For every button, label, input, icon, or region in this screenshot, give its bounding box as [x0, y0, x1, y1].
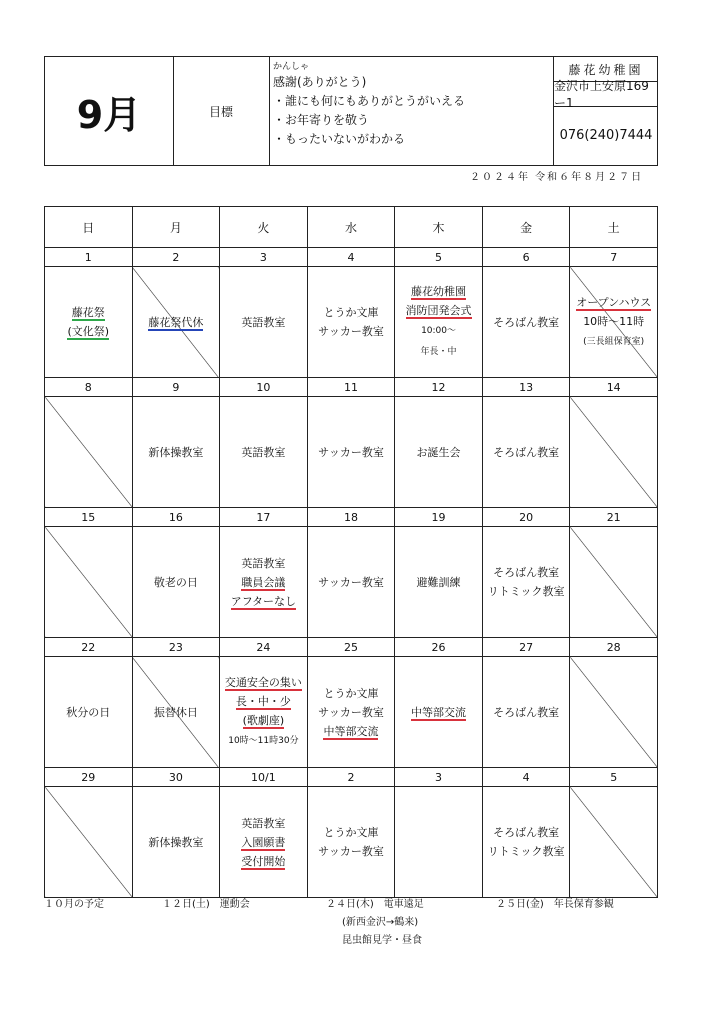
weekday-header: 木: [395, 207, 483, 248]
day-cell: [220, 397, 308, 508]
goal-line: ・お年寄りを敬う: [273, 113, 370, 127]
day-cell: [132, 397, 220, 508]
date-number: 2: [132, 248, 220, 267]
goal-label: 目標: [173, 57, 270, 165]
event-text: とうか文庫: [323, 686, 379, 700]
school-name: 藤花幼稚園: [554, 57, 658, 82]
event-text: 中等部交流: [411, 705, 467, 719]
events-row: [45, 657, 658, 768]
weekday-header: 金: [482, 207, 570, 248]
day-cell: [220, 787, 308, 898]
day-cell: [45, 787, 133, 898]
event-text: 新体操教室: [148, 835, 204, 849]
date-number: 5: [395, 248, 483, 267]
event-text: そろばん教室: [493, 566, 560, 579]
day-cell: [482, 527, 570, 638]
weekday-header: 火: [220, 207, 308, 248]
date-row: [45, 248, 658, 267]
date-number: 1: [45, 248, 133, 267]
date-number: 10: [220, 378, 308, 397]
date-number: 14: [570, 378, 658, 397]
day-cell: [45, 657, 133, 768]
footer-event-detail: 昆虫館見学・昼食: [342, 935, 422, 946]
event-text: 藤花祭代休: [148, 315, 204, 329]
day-cell: [307, 267, 395, 378]
weekday-header: 日: [45, 207, 133, 248]
date-row: [45, 508, 658, 527]
event-text: そろばん教室: [493, 445, 560, 459]
event-text: 交通安全の集い: [224, 676, 302, 689]
event-text: 消防団発会式: [405, 304, 472, 317]
event-text: リトミック教室: [487, 585, 565, 598]
date-number: 13: [482, 378, 570, 397]
date-number: 4: [482, 768, 570, 787]
goal-line: ・もったいないがわかる: [273, 132, 406, 146]
goal-line: 感謝(ありがとう): [273, 75, 367, 89]
day-cell: [45, 267, 133, 378]
day-cell: [395, 657, 483, 768]
date-number: 18: [307, 508, 395, 527]
footer-event-detail: (新西金沢→鶴来): [342, 917, 419, 928]
event-text: 職員会議: [241, 575, 286, 589]
day-cell: [570, 657, 658, 768]
date-number: 3: [395, 768, 483, 787]
date-number: 16: [132, 508, 220, 527]
day-cell: [570, 787, 658, 898]
weekday-header: 土: [570, 207, 658, 248]
footer-event: ２４日(木) 電車遠足: [326, 899, 424, 910]
event-text: とうか文庫: [323, 826, 379, 839]
event-text: 長・中・少: [235, 695, 291, 708]
weekday-header: 月: [132, 207, 220, 248]
day-cell: [482, 657, 570, 768]
date-number: 7: [570, 248, 658, 267]
day-cell: [45, 527, 133, 638]
events-row: [45, 527, 658, 638]
date-number: 19: [395, 508, 483, 527]
date-number: 25: [307, 638, 395, 657]
date-number: 5: [570, 768, 658, 787]
event-text: 避難訓練: [416, 575, 461, 589]
day-cell: [395, 527, 483, 638]
date-number: 12: [395, 378, 483, 397]
day-cell: [307, 527, 395, 638]
school-phone: 076(240)7444: [559, 127, 653, 143]
date-number: 20: [482, 508, 570, 527]
event-text: リトミック教室: [487, 845, 565, 858]
calendar-table: [44, 206, 658, 898]
day-cell: [307, 657, 395, 768]
day-cell: [132, 657, 220, 768]
day-cell: [570, 267, 658, 378]
goal-ruby: かんしゃ: [273, 62, 310, 72]
day-cell: [132, 787, 220, 898]
day-cell: [570, 527, 658, 638]
footer-label: １０月の予定: [44, 899, 104, 910]
day-cell: [45, 397, 133, 508]
footer-event: ２５日(金) 年長保育参観: [496, 899, 614, 910]
date-number: 29: [45, 768, 133, 787]
event-text: (三長組保育室): [583, 336, 645, 347]
month-title: 9月: [45, 57, 174, 165]
day-cell: [220, 657, 308, 768]
day-cell: [307, 397, 395, 508]
event-text: とうか文庫: [323, 306, 379, 319]
weekday-row: [45, 207, 658, 248]
date-number: 26: [395, 638, 483, 657]
event-text: アフターなし: [230, 594, 297, 608]
event-text: 秋分の日: [66, 705, 111, 719]
header-box: [44, 56, 658, 166]
date-number: 3: [220, 248, 308, 267]
event-text: そろばん教室: [493, 315, 560, 329]
school-info: [553, 57, 658, 165]
date-number: 28: [570, 638, 658, 657]
date-row: [45, 768, 658, 787]
day-cell: [220, 527, 308, 638]
events-row: [45, 787, 658, 898]
day-cell: [395, 397, 483, 508]
event-text: 敬老の日: [153, 575, 198, 589]
date-number: 22: [45, 638, 133, 657]
event-text: 藤花祭: [71, 306, 105, 319]
day-cell: [220, 267, 308, 378]
events-row: [45, 397, 658, 508]
event-text: 10:00～: [421, 326, 456, 336]
date-number: 8: [45, 378, 133, 397]
event-text: 受付開始: [241, 854, 286, 868]
date-number: 17: [220, 508, 308, 527]
date-number: 11: [307, 378, 395, 397]
event-text: 入園願書: [241, 835, 286, 849]
date-number: 4: [307, 248, 395, 267]
date-row: [45, 638, 658, 657]
event-text: サッカー教室: [318, 575, 384, 589]
event-text: 10時～11時30分: [228, 736, 299, 746]
date-number: 6: [482, 248, 570, 267]
date-number: 27: [482, 638, 570, 657]
event-text: サッカー教室: [318, 325, 384, 338]
issue-date: ２０２４年 令和６年８月２７日: [470, 172, 644, 183]
school-address: 金沢市上安原169ー1: [554, 82, 658, 107]
event-text: (文化祭): [67, 325, 110, 338]
date-number: 21: [570, 508, 658, 527]
event-text: そろばん教室: [493, 705, 560, 719]
event-text: 藤花幼稚園: [411, 285, 467, 298]
event-text: オープンハウス: [576, 295, 652, 309]
date-number: 9: [132, 378, 220, 397]
date-number: 30: [132, 768, 220, 787]
goal-line: ・誰にも何にもありがとうがいえる: [273, 94, 466, 108]
event-text: 英語教室: [241, 315, 286, 329]
event-text: 英語教室: [241, 556, 286, 570]
event-text: サッカー教室: [318, 445, 384, 459]
day-cell: [482, 267, 570, 378]
day-cell: [395, 267, 483, 378]
date-row: [45, 378, 658, 397]
event-text: サッカー教室: [318, 845, 384, 858]
event-text: 10時～11時: [583, 314, 645, 328]
event-text: 英語教室: [241, 445, 286, 459]
event-text: 新体操教室: [148, 445, 204, 459]
date-number: 15: [45, 508, 133, 527]
event-text: 英語教室: [241, 816, 286, 830]
event-text: お誕生会: [416, 445, 461, 459]
date-number: 23: [132, 638, 220, 657]
event-text: そろばん教室: [493, 826, 560, 839]
day-cell: [307, 787, 395, 898]
date-number: 10/1: [220, 768, 308, 787]
events-row: [45, 267, 658, 378]
day-cell: [395, 787, 483, 898]
goals-block: [273, 61, 553, 149]
day-cell: [482, 787, 570, 898]
event-text: (歌劇座): [242, 714, 285, 727]
event-text: サッカー教室: [318, 705, 384, 719]
day-cell: [132, 527, 220, 638]
weekday-header: 水: [307, 207, 395, 248]
footer-event: １２日(土) 運動会: [162, 899, 250, 910]
date-number: 24: [220, 638, 308, 657]
day-cell: [482, 397, 570, 508]
event-text: 振替休日: [153, 705, 198, 719]
event-text: 年長・中: [420, 347, 457, 357]
day-cell: [570, 397, 658, 508]
date-number: 2: [307, 768, 395, 787]
event-text: 中等部交流: [323, 724, 379, 738]
day-cell: [132, 267, 220, 378]
